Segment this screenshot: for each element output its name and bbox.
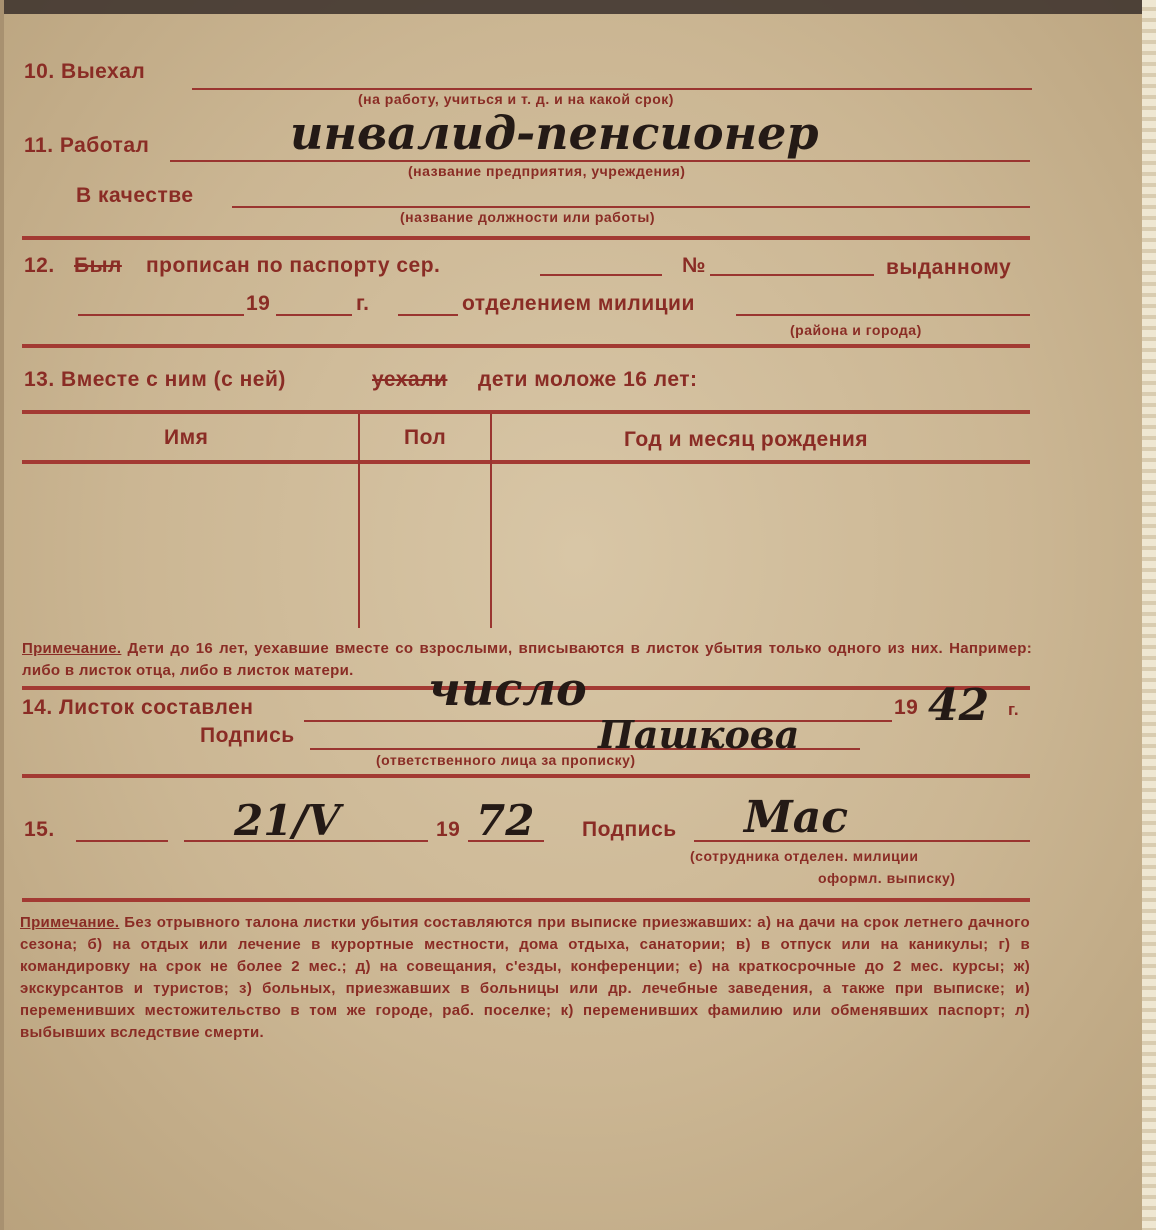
divider-2 [22,344,1030,348]
year-field-12 [276,314,352,318]
section-15-label: 15. [24,818,55,841]
issue-date-field [78,314,244,318]
children-table-divider-1 [358,414,360,628]
section-11-label: 11. Работал [24,134,150,157]
handwritten-signature-15: Мас [744,792,849,843]
column-birth: Год и месяц рождения [624,428,869,451]
page-top-edge [0,0,1156,14]
section-11-line [170,160,1030,162]
section-10-hint: (на работу, учиться и т. д. и на какой срок) [358,91,674,107]
children-note-text: Дети до 16 лет, уехавшие вместе со взрослыми, вписываются в листок убытия только одного из них. Например: либо в листок отца, либо в листок матери. [22,640,1033,679]
torn-right-edge [1142,0,1156,1230]
year-prefix-15: 19 [436,818,461,841]
section-13-struck: уехали [372,368,448,391]
handwritten-year-14: 42 [928,680,990,731]
day-field-15 [76,840,168,844]
role-label: В качестве [76,184,194,207]
departure-note-text: Без отрывного талона листки убытия составляются при выписке приезжавших: а) на дачи на срок летнего дачного сезона; б) на отдых или лечение в курортные местности, дома отдыха, санатории; в) в отпуск или на каникулы; г) в командировку на срок не более 2 мес.; д) на совещания, с'езды, конференции; е) на краткосрочные до 2 мес. курсы; ж) экскурсантов и туристов; з) больных, приезжавших в больницы или др. лечебные заведения, а также при выписке; и) переменивших местожительство в том же городе, раб. поселке; к) переменивших фамилию или обменявших паспорт; л) выбывших вследствие смерти. [20,914,1030,1041]
dept-field-b [736,314,1030,318]
section-10-line [192,88,1032,90]
departure-note [20,912,1030,1044]
passport-number-sign: № [682,254,706,277]
column-sex: Пол [404,426,447,449]
year-suffix-14: г. [1008,700,1020,719]
departure-note-label: Примечание. [20,914,120,931]
section-11-hint: (название предприятия, учреждения) [408,163,686,179]
dept-label: отделением милиции [462,292,695,315]
handwritten-signature-14: Пашкова [598,712,800,757]
section-13-lead: 13. Вместе с ним (с ней) [24,368,286,391]
section-15-hint-1: (сотрудника отделен. милиции [690,848,919,864]
passport-number-field [710,274,874,278]
handwritten-year-15: 72 [476,796,535,845]
section-14-label: 14. Листок составлен [22,696,254,719]
children-table-divider-2 [490,414,492,628]
divider-4 [22,774,1030,778]
section-12-lead: 12. [24,254,55,277]
year-prefix-14: 19 [894,696,919,719]
section-10-label: 10. Выехал [24,60,146,83]
signature-label-15: Подпись [582,818,677,841]
children-table-header-rule [22,460,1030,464]
section-15-hint-2: оформл. выписку) [818,870,956,886]
divider-5 [22,898,1030,902]
children-note-label: Примечание. [22,640,122,657]
role-line [232,206,1030,208]
section-13-rest: дети моложе 16 лет: [478,368,698,391]
passport-series-field [540,274,662,278]
handwritten-date-15: 21/V [234,796,341,845]
column-name: Имя [164,426,209,449]
handwritten-compiled-date: число [428,662,587,716]
handwritten-workplace: инвалид-пенсионер [290,106,819,160]
section-14-hint: (ответственного лица за прописку) [376,752,636,768]
children-table-top [22,410,1030,414]
divider-1 [22,236,1030,240]
signature-label-14: Подпись [200,724,295,747]
section-12-text: прописан по паспорту сер. [146,254,441,277]
section-12-hint: (района и города) [790,322,922,338]
year-suffix-12: г. [356,292,370,315]
role-hint: (название должности или работы) [400,209,656,225]
year-prefix-12: 19 [246,292,271,315]
dept-field-a [398,314,458,318]
section-12-struck: Был [74,254,122,277]
page-left-edge [0,0,4,1230]
issued-label: выданному [886,256,1012,279]
